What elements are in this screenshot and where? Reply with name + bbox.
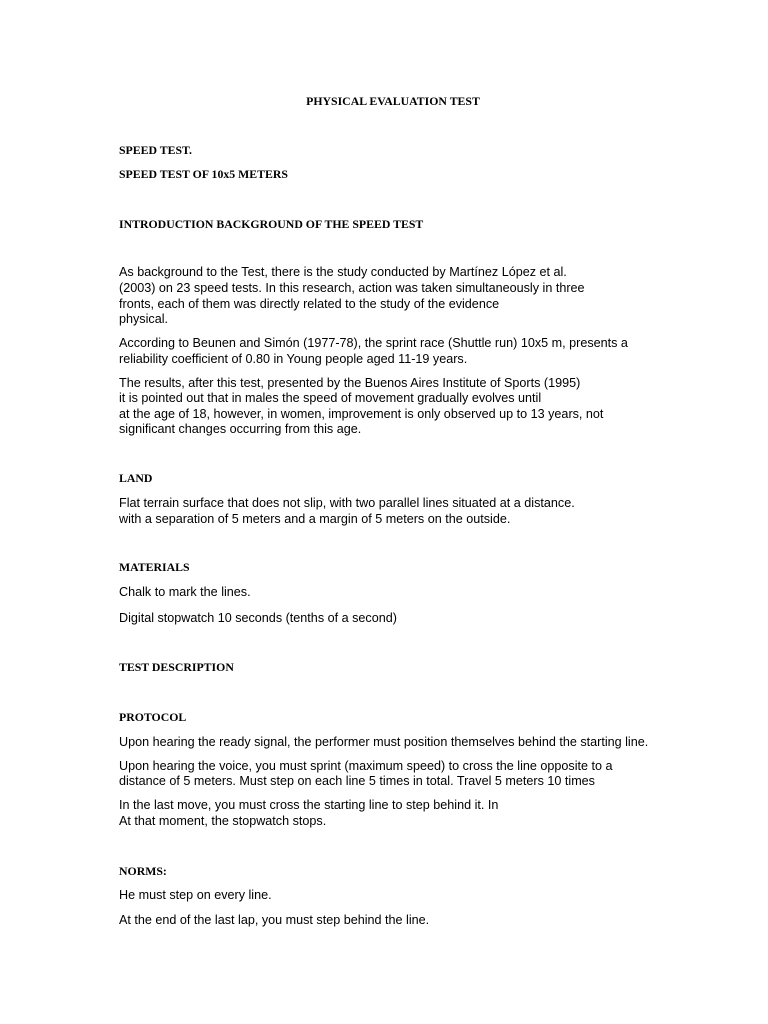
text-line: As background to the Test, there is the study conducted by Martínez López et al.: [119, 265, 567, 279]
speed-test-heading: SPEED TEST.: [119, 143, 192, 157]
text-line: it is pointed out that in males the speed of movement gradually evolves until: [119, 391, 542, 405]
text-line: with a separation of 5 meters and a margin of 5 meters on the outside.: [119, 512, 511, 526]
document-title: PHYSICAL EVALUATION TEST: [306, 94, 480, 108]
norms-item-2: At the end of the last lap, you must step behind the line.: [119, 913, 430, 927]
text-line: According to Beunen and Simón (1977-78), the sprint race (Shuttle run) 10x5 m, presents a: [119, 336, 628, 350]
norms-heading: NORMS:: [119, 864, 167, 878]
land-heading: LAND: [119, 471, 153, 485]
text-line: reliability coefficient of 0.80 in Young people aged 11-19 years.: [119, 352, 468, 366]
text-line: The results, after this test, presented by the Buenos Aires Institute of Sports (1995): [119, 376, 581, 390]
materials-item-stopwatch: Digital stopwatch 10 seconds (tenths of a second): [119, 611, 397, 625]
text-line: Flat terrain surface that does not slip, with two parallel lines situated at a distance.: [119, 496, 575, 510]
text-line: (2003) on 23 speed tests. In this research, action was taken simultaneously in three: [119, 281, 585, 295]
test-description-heading: TEST DESCRIPTION: [119, 660, 234, 674]
text-line: at the age of 18, however, in women, improvement is only observed up to 13 years, not: [119, 407, 604, 421]
protocol-heading: PROTOCOL: [119, 710, 187, 724]
text-line: Upon hearing the voice, you must sprint (maximum speed) to cross the line opposite to a: [119, 759, 613, 773]
intro-heading: INTRODUCTION BACKGROUND OF THE SPEED TEST: [119, 217, 424, 231]
text-line: fronts, each of them was directly related to the study of the evidence: [119, 297, 500, 311]
materials-heading: MATERIALS: [119, 560, 190, 574]
text-line: At that moment, the stopwatch stops.: [119, 814, 327, 828]
materials-item-chalk: Chalk to mark the lines.: [119, 585, 251, 599]
speed-test-subheading: SPEED TEST OF 10x5 METERS: [119, 167, 288, 181]
text-line: significant changes occurring from this age.: [119, 422, 362, 436]
text-line: In the last move, you must cross the starting line to step behind it. In: [119, 798, 499, 812]
text-line: physical.: [119, 312, 168, 326]
text-line: distance of 5 meters. Must step on each line 5 times in total. Travel 5 meters 10 times: [119, 774, 595, 788]
protocol-paragraph-1: Upon hearing the ready signal, the performer must position themselves behind the starting line.: [119, 735, 649, 749]
norms-item-1: He must step on every line.: [119, 888, 272, 902]
